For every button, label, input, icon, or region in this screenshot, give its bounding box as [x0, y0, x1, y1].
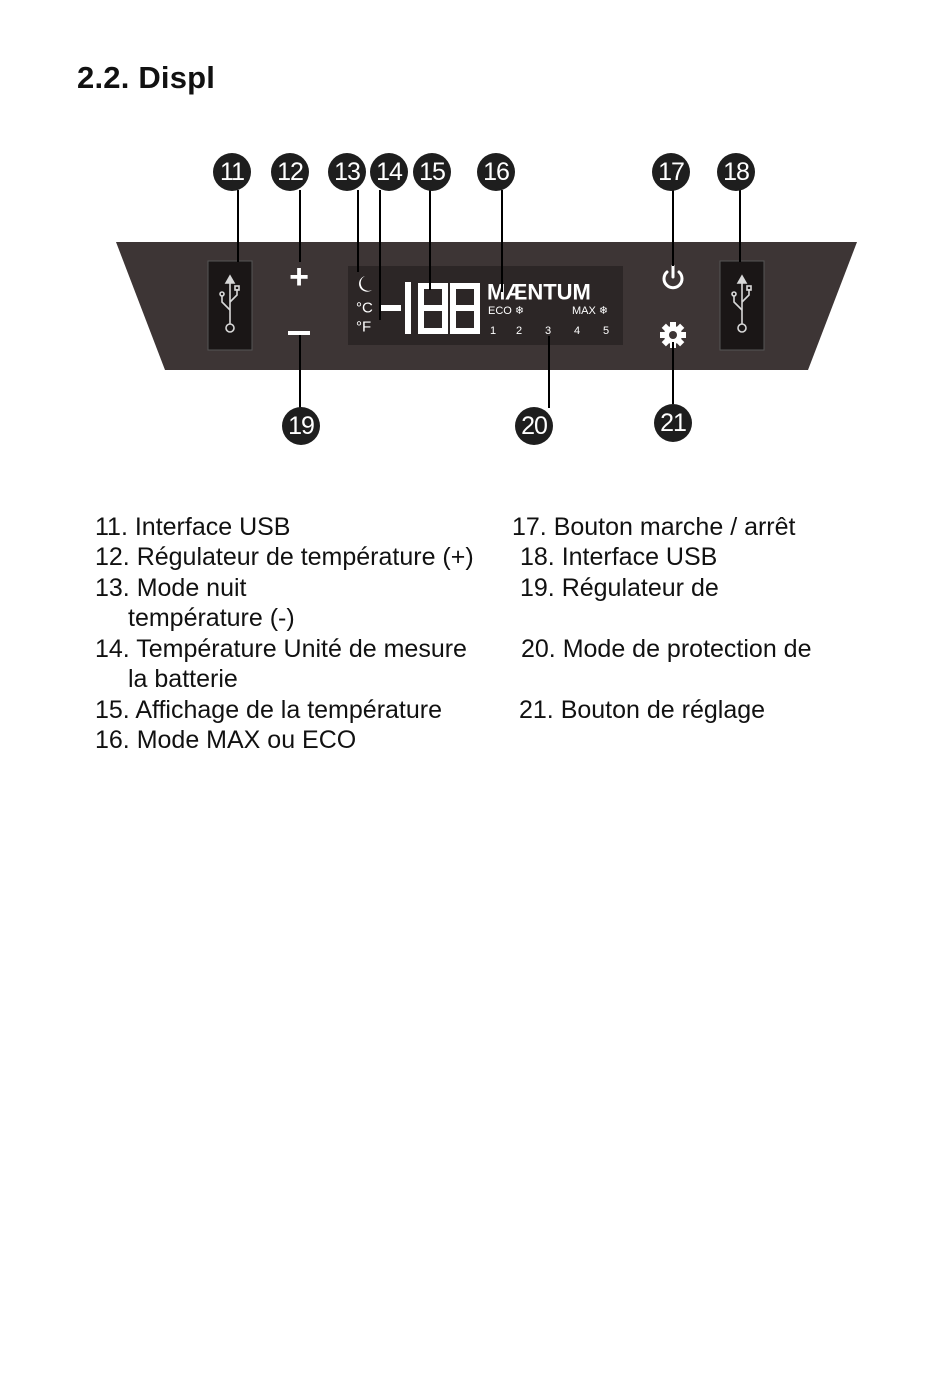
callout-12 — [271, 153, 309, 191]
svg-text:20: 20 — [521, 412, 547, 440]
plus-icon — [289, 258, 309, 296]
svg-text:12: 12 — [277, 158, 303, 186]
callout-19 — [282, 407, 320, 445]
usb-port-left — [208, 261, 252, 350]
legend-item-12: 12. Régulateur de température (+) — [95, 543, 474, 571]
svg-text:21: 21 — [660, 409, 686, 437]
legend-item-14-cont: la batterie — [128, 665, 238, 693]
callout-17 — [652, 153, 690, 191]
legend-item-11: 11. Interface USB — [95, 513, 291, 541]
legend-item-18: 18. Interface USB — [520, 543, 718, 571]
svg-text:+: + — [289, 258, 309, 296]
level-1: 1 — [490, 325, 497, 337]
callout-13 — [328, 153, 366, 191]
callout-15 — [413, 153, 451, 191]
section-heading: 2.2. Displ — [77, 60, 216, 95]
legend-item-17: 17. Bouton marche / arrêt — [512, 513, 796, 541]
legend-item-20: 20. Mode de protection de — [521, 635, 812, 663]
max-label: MAX ❄ — [572, 305, 609, 317]
svg-text:11: 11 — [220, 158, 244, 186]
minus-icon — [288, 331, 310, 335]
control-panel-diagram — [0, 0, 950, 480]
callout-18 — [717, 153, 755, 191]
unit-celsius: °C — [356, 299, 373, 317]
level-3: 3 — [545, 325, 552, 337]
svg-text:18: 18 — [723, 158, 749, 186]
eco-label: ECO ❄ — [488, 305, 525, 317]
callout-11 — [213, 153, 251, 191]
svg-text:17: 17 — [658, 158, 684, 186]
callout-20 — [515, 407, 553, 445]
svg-text:15: 15 — [419, 158, 445, 186]
legend-item-19: 19. Régulateur de — [520, 574, 719, 602]
usb-port-right — [720, 261, 764, 350]
svg-text:19: 19 — [288, 412, 314, 440]
callout-16 — [477, 153, 515, 191]
level-2: 2 — [516, 325, 523, 337]
callout-21 — [654, 404, 692, 442]
legend-item-14: 14. Température Unité de mesure — [95, 635, 467, 663]
brand-logo: MÆNTUM — [487, 279, 591, 305]
callout-14 — [370, 153, 408, 191]
level-5: 5 — [603, 325, 610, 337]
level-4: 4 — [574, 325, 581, 337]
svg-text:13: 13 — [334, 158, 360, 186]
legend-item-13: 13. Mode nuit — [95, 574, 247, 602]
svg-text:14: 14 — [376, 158, 402, 186]
legend-item-15: 15. Affichage de la température — [95, 696, 442, 724]
legend-item-16: 16. Mode MAX ou ECO — [95, 726, 357, 754]
svg-text:16: 16 — [483, 158, 509, 186]
legend-item-21: 21. Bouton de réglage — [519, 696, 766, 724]
unit-fahrenheit: °F — [356, 318, 372, 336]
legend-item-13-cont: température (-) — [128, 604, 295, 632]
